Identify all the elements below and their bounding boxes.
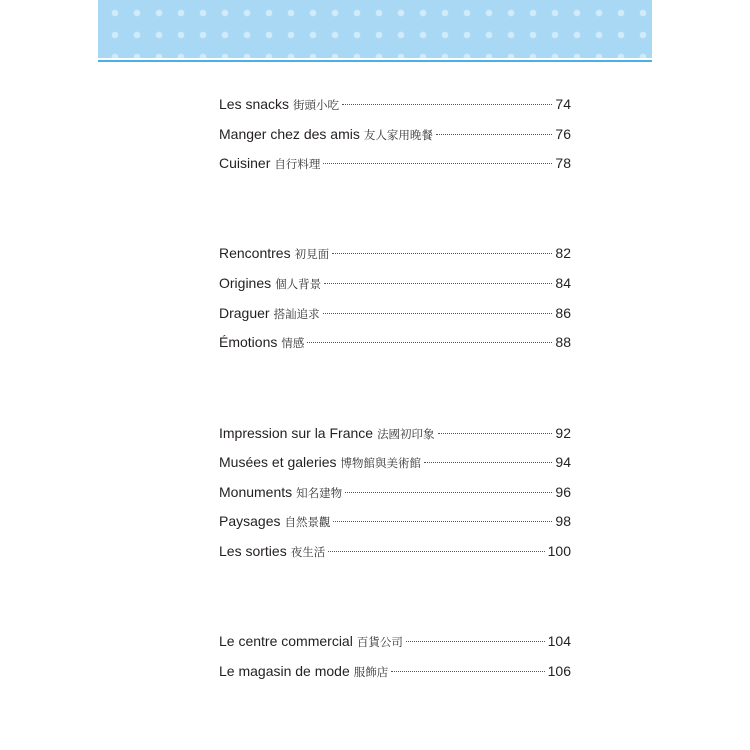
entry-title-fr: Origines <box>219 275 272 291</box>
dot-leader <box>438 433 553 434</box>
entry-title-fr: Musées et galeries <box>219 454 337 470</box>
dot-leader <box>307 342 552 343</box>
entry-title-fr: Le centre commercial <box>219 633 353 649</box>
entry-page-number: 104 <box>547 633 571 649</box>
entry-title-fr: Monuments <box>219 484 293 500</box>
toc-entry[interactable] <box>219 245 571 265</box>
toc-entry[interactable] <box>219 126 571 146</box>
dot-leader <box>342 104 552 105</box>
entry-title-fr: Les sorties <box>219 543 287 559</box>
toc-entry[interactable] <box>219 425 571 445</box>
entry-title-zh: 博物館與美術館 <box>340 456 422 470</box>
entry-page-number: 78 <box>555 155 571 171</box>
entry-page-number: 98 <box>555 513 571 529</box>
toc-entry[interactable] <box>219 484 571 504</box>
header-banner <box>98 0 652 58</box>
dot-leader <box>323 313 553 314</box>
dot-leader <box>333 521 552 522</box>
dot-leader <box>323 163 552 164</box>
dot-leader <box>406 641 545 642</box>
entry-title-fr: Le magasin de mode <box>219 663 350 679</box>
dot-leader <box>324 283 552 284</box>
entry-page-number: 84 <box>555 275 571 291</box>
dot-leader <box>391 671 544 672</box>
toc-entry[interactable] <box>219 663 571 683</box>
entry-page-number: 86 <box>555 305 571 321</box>
entry-page-number: 106 <box>547 663 571 679</box>
entry-page-number: 88 <box>555 334 571 350</box>
entry-title-zh: 自行料理 <box>274 157 321 171</box>
header-rule <box>98 60 652 62</box>
toc-entry[interactable] <box>219 633 571 653</box>
entry-title-zh: 服飾店 <box>353 665 389 679</box>
toc-entry[interactable] <box>219 275 571 295</box>
entry-title-zh: 法國初印象 <box>377 427 435 441</box>
toc-entry[interactable] <box>219 543 571 563</box>
entry-title-fr: Rencontres <box>219 245 291 261</box>
entry-title-zh: 個人背景 <box>275 277 322 291</box>
dot-leader <box>332 253 552 254</box>
entry-title-zh: 知名建物 <box>296 486 343 500</box>
toc-entry[interactable] <box>219 513 571 533</box>
entry-title-zh: 夜生活 <box>290 545 326 559</box>
entry-title-fr: Draguer <box>219 305 270 321</box>
entry-page-number: 96 <box>555 484 571 500</box>
entry-title-zh: 情感 <box>281 336 305 350</box>
entry-title-fr: Émotions <box>219 334 278 350</box>
entry-title-zh: 初見面 <box>294 247 330 261</box>
toc-entry[interactable] <box>219 155 571 175</box>
entry-page-number: 76 <box>555 126 571 142</box>
book-page <box>98 0 652 750</box>
entry-page-number: 92 <box>555 425 571 441</box>
dot-leader <box>328 551 544 552</box>
entry-title-zh: 友人家用晚餐 <box>363 128 433 142</box>
toc-entry[interactable] <box>219 96 571 116</box>
entry-page-number: 82 <box>555 245 571 261</box>
entry-title-zh: 百貨公司 <box>356 635 403 649</box>
entry-title-zh: 自然景觀 <box>284 515 331 529</box>
entry-title-fr: Paysages <box>219 513 281 529</box>
toc-entry[interactable] <box>219 305 571 325</box>
entry-page-number: 100 <box>547 543 571 559</box>
entry-title-zh: 搭訕追求 <box>273 307 320 321</box>
entry-page-number: 74 <box>555 96 571 112</box>
entry-title-zh: 街頭小吃 <box>293 98 340 112</box>
toc-entry[interactable] <box>219 454 571 474</box>
entry-title-fr: Cuisiner <box>219 155 271 171</box>
dot-leader <box>436 134 553 135</box>
toc-entry[interactable] <box>219 334 571 354</box>
entry-title-fr: Impression sur la France <box>219 425 374 441</box>
entry-title-fr: Les snacks <box>219 96 290 112</box>
dot-leader <box>424 462 552 463</box>
entry-title-fr: Manger chez des amis <box>219 126 360 142</box>
entry-page-number: 94 <box>555 454 571 470</box>
dot-leader <box>345 492 552 493</box>
